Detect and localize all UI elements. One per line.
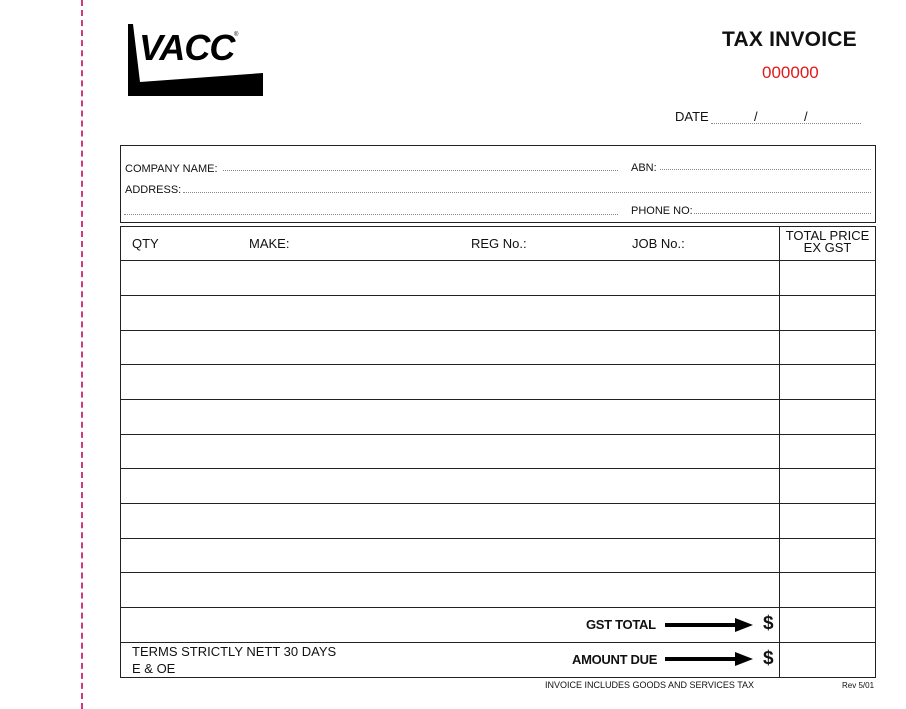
table-row-line bbox=[120, 330, 875, 331]
make-column-header: MAKE: bbox=[249, 236, 290, 251]
company-name-field[interactable] bbox=[223, 170, 618, 171]
gst-note: INVOICE INCLUDES GOODS AND SERVICES TAX bbox=[545, 680, 755, 690]
gst-arrow-icon bbox=[665, 618, 753, 632]
price-header-line-1: TOTAL PRICE bbox=[785, 228, 870, 243]
perforation-line bbox=[81, 0, 83, 709]
vacc-logo bbox=[128, 24, 264, 98]
date-field-line[interactable] bbox=[711, 123, 861, 124]
invoice-number: 000000 bbox=[762, 63, 819, 82]
logo-text: VACC bbox=[139, 27, 235, 68]
gst-total-label: GST TOTAL bbox=[586, 617, 656, 632]
date-separator-1: / bbox=[754, 109, 758, 124]
reg-column-header: REG No.: bbox=[471, 236, 527, 251]
document-title: TAX INVOICE bbox=[722, 28, 857, 51]
table-row-line bbox=[120, 538, 875, 539]
phone-label: PHONE NO: bbox=[631, 205, 693, 217]
table-row-line bbox=[120, 434, 875, 435]
registered-mark: ® bbox=[234, 32, 239, 38]
amount-arrow-icon bbox=[665, 652, 753, 666]
table-row-line bbox=[120, 468, 875, 469]
table-row-line bbox=[120, 607, 875, 608]
payment-terms bbox=[132, 643, 336, 677]
price-column-header bbox=[780, 230, 875, 254]
phone-field[interactable] bbox=[694, 213, 871, 214]
price-column-divider bbox=[779, 226, 780, 677]
amount-due-label: AMOUNT DUE bbox=[572, 652, 658, 667]
date-label: DATE bbox=[675, 109, 709, 124]
date-separator-2: / bbox=[804, 109, 808, 124]
qty-column-header: QTY bbox=[132, 236, 159, 251]
customer-details-box bbox=[120, 145, 876, 223]
table-row-line bbox=[120, 399, 875, 400]
terms-line-2: E & OE bbox=[132, 661, 176, 676]
table-row-line bbox=[120, 364, 875, 365]
job-column-header: JOB No.: bbox=[632, 236, 685, 251]
terms-line-1: TERMS STRICTLY NETT 30 DAYS bbox=[132, 644, 337, 659]
gst-total-field[interactable] bbox=[781, 609, 873, 641]
gst-dollar-sign: $ bbox=[763, 613, 774, 634]
table-row-line bbox=[120, 295, 875, 296]
company-name-label: COMPANY NAME: bbox=[125, 163, 218, 175]
table-row-line bbox=[120, 572, 875, 573]
amount-dollar-sign: $ bbox=[763, 648, 774, 669]
abn-label: ABN: bbox=[631, 162, 657, 174]
price-header-line-2: EX GST bbox=[803, 240, 852, 255]
revision-label: Rev 5/01 bbox=[842, 681, 875, 690]
items-table bbox=[120, 226, 876, 678]
amount-due-field[interactable] bbox=[781, 644, 873, 675]
table-row-line bbox=[120, 503, 875, 504]
header-row-divider bbox=[120, 260, 875, 261]
abn-field[interactable] bbox=[660, 169, 871, 170]
address-label: ADDRESS: bbox=[125, 184, 182, 196]
address-field[interactable] bbox=[183, 192, 871, 193]
address-field-line-2[interactable] bbox=[124, 214, 618, 215]
